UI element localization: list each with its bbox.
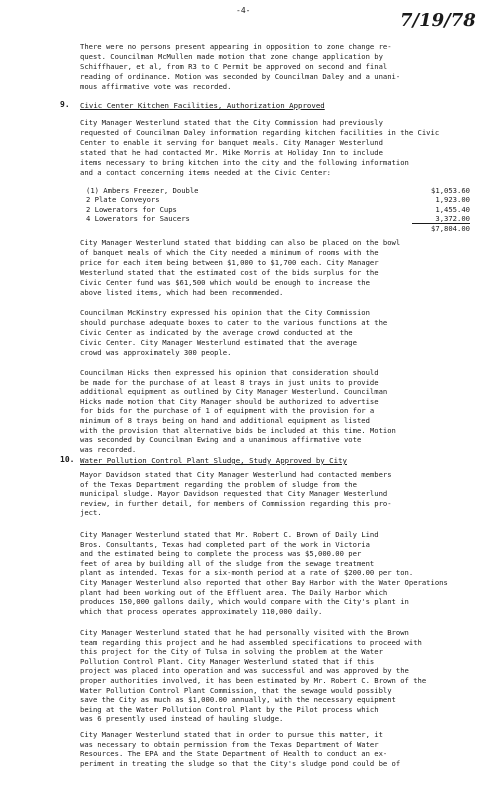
item-10-paragraph-2: City Manager Westerlund stated that Mr. Robert C. Brown of Daily Lind Bros. Consultants, Texas had completed part of the work in Victoria and the estimated being to complete the process was $5,000.00 per feet of area by building all of the sludge from the sewage treatment plant as intended. Texas for a six-month period at a rate of $200.00 per ton. City Manager Westerlund also reported that other Bay Harbor with the Water Operations plant had been working out of the Effluent area. The Daily Harbor which produces 150,000 gallons daily, which would compare with the City's plant in which that process operates approximately 110,000 daily. [80, 530, 448, 616]
equipment-amount: 1,923.00 [435, 195, 470, 205]
item-10-heading: Water Pollution Control Plant Sludge, Study Approved by City [80, 456, 347, 465]
item-9-paragraph-2: City Manager Westerlund stated that bidding can also be placed on the bowl of banquet meals of which the City needed a minimum of rooms with the price for each item being between $1,000 to $1,700 each. City Manager Westerlund stated that the estimated cost of the bids surplus for the Civic Center fund was $61,500 which would be enough to increase the above listed items, which had been recommended. [80, 238, 401, 297]
equipment-table [86, 186, 470, 233]
page-number: -4- [236, 6, 251, 15]
equipment-row [86, 195, 470, 204]
equipment-amount: $1,053.60 [431, 186, 470, 195]
equipment-label: (1) Ambers Freezer, Double [86, 186, 199, 195]
item-9-heading: Civic Center Kitchen Facilities, Authorization Approved [80, 101, 325, 110]
item-10-number: 10. [60, 455, 75, 464]
equipment-total: $7,804.00 [431, 223, 470, 233]
item-10-paragraph-3: City Manager Westerlund stated that he had personally visited with the Brown team regarding this project and he had assembled specifications to proceed with this project for the City of Tulsa in solving the problem at the Water Pollution Control Plant. City Manager Westerlund stated that if this project was placed into operation and was successful and was approved by the proper authorities involved, it has been estimated by Mr. Robert C. Brown of the Water Pollution Control Plant Commission, that the sewage would possibly save the City as much as $1,000.00 annually, with the necessary equipment being at the Water Pollution Control Plant by the Pilot process which was 6 presently used instead of hauling sludge. [80, 628, 427, 724]
equipment-label: 2 Plate Conveyors [86, 195, 160, 205]
item-10-paragraph-1: Mayor Davidson stated that City Manager Westerlund had contacted members of the Texas Department regarding the problem of sludge from the municipal sludge. Mayor Davidson requested that City Manager Westerlund review, in further detail, for members of Commission regarding this pro- ject. [80, 470, 392, 518]
item-9-number: 9. [60, 100, 70, 109]
equipment-total-row [86, 224, 470, 233]
intro-paragraph: There were no persons present appearing in opposition to zone change re- quest. Councilman McMullen made motion that zone change application by Schiffhauer, et al, from R3 to C Permit be approved on second and final reading of ordinance. Motion was seconded by Councilman Daley and a unani- mous affirmative vote was recorded. [80, 42, 401, 91]
item-9-paragraph-1: City Manager Westerlund stated that the City Commission had previously requested of Councilman Daley information regarding kitchen facilities in the Civic Center to enable it serving for banquet meals. City Manager Westerlund stated that he had contacted Mr. Mike Morris at Holiday Inn to include items necessary to bring kitchen into the city and the following information and a contact concerning items needed at the Civic Center: [80, 118, 440, 177]
equipment-label: 4 Lowerators for Saucers [86, 214, 190, 224]
item-9-paragraph-3: Councilman McKinstry expressed his opinion that the City Commission should purchase adequate boxes to cater to the various functions at the Civic Center as indicated by the average crowd conducted at the Civic Center. City Manager Westerlund estimated that the average crowd was approximately 300 people. [80, 308, 388, 357]
equipment-row [86, 205, 470, 214]
item-9-paragraph-4: Councilman Hicks then expressed his opinion that consideration should be made for the purchase of at least 8 trays in just units to provide additional equipment as outlined by City Manager Westerlund. Councilman Hicks made motion that City Manager should be authorized to advertise for bids for the purchase of 1 of equipment with the provision for a minimum of 8 trays being on hand and additional equipment as listed with the provision that alternative bids be included at this time. Motion was seconded by Councilman Ewing and a unanimous affirmative vote was recorded. [80, 368, 396, 454]
equipment-amount: 1,455.40 [435, 204, 470, 214]
item-10-paragraph-4: City Manager Westerlund stated that in order to pursue this matter, it was necessary to obtain permission from the Texas Department of Water Resources. The EPA and the State Department of Health to conduct an ex- periment in treating the sludge so that the City's sludge pond could be of [80, 730, 401, 768]
equipment-amount: 3,372.00 [435, 214, 470, 224]
equipment-row [86, 186, 470, 195]
handwritten-date: 7/19/78 [400, 10, 476, 31]
equipment-label: 2 Lowerators for Cups [86, 204, 177, 214]
